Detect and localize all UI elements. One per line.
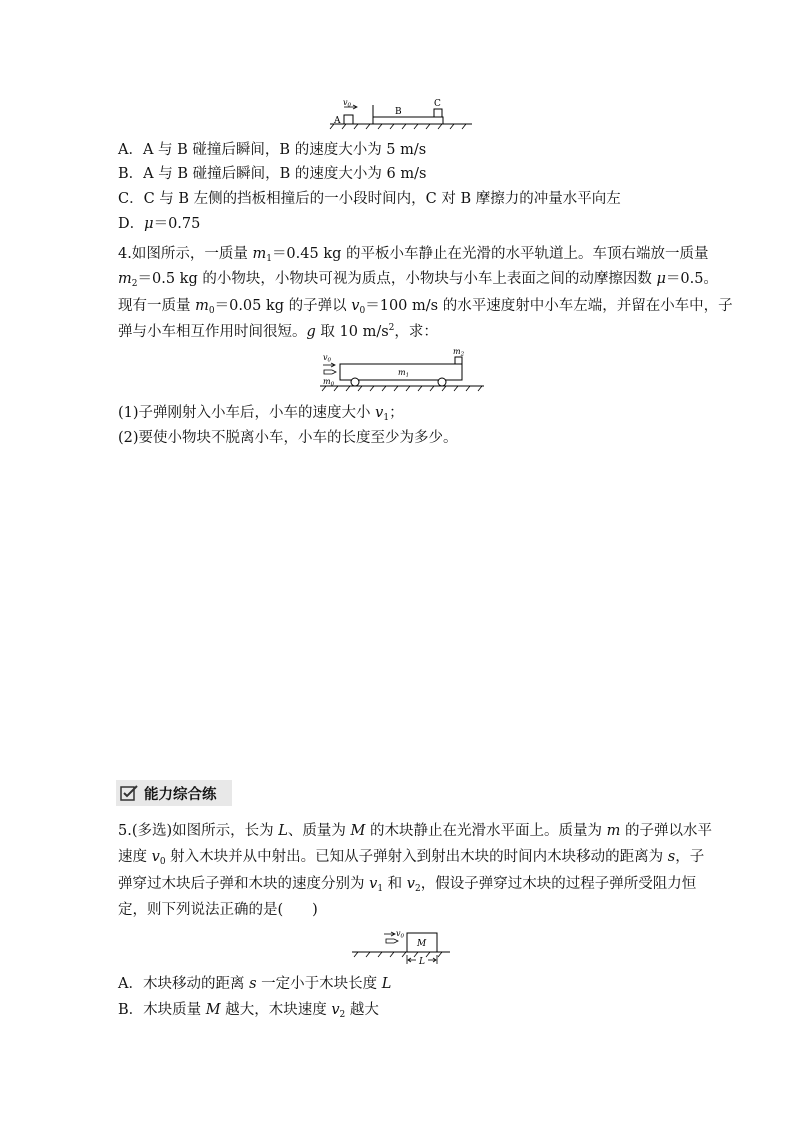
svg-text:m0: m0: [323, 377, 335, 388]
q5-line-1: 5.(多选)如图所示，长为 L、质量为 M 的木块静止在光滑水平面上。质量为 m 的子弹以水平: [118, 823, 712, 839]
svg-text:A: A: [334, 116, 341, 126]
bullet: [324, 370, 336, 374]
checkbox-pen-icon: [120, 784, 140, 806]
figure-bullet-block: [350, 926, 454, 974]
q4-sub-2: (2)要使小物块不脱离小车，小车的长度至少为多少。: [118, 430, 458, 446]
q4-line-3: 现有一质量 $m_0=0.05$ kg 的子弹以 $v_0=100$ m/s 的水平速度射中小车左端，并留在小车中，子: [118, 298, 733, 316]
svg-text:v0: v0: [396, 929, 405, 940]
svg-text:L: L: [419, 957, 425, 967]
svg-text:v0: v0: [323, 353, 332, 364]
svg-text:m2: m2: [453, 347, 465, 358]
svg-text:v0: v0: [343, 98, 352, 109]
figure-abc-blocks: [326, 94, 476, 134]
q5-option-b: B．木块质量 M 越大，木块速度 $v_2$ 越大: [118, 1002, 379, 1020]
q5-line-2: 速度 $v_0$ 射入木块并从中射出。已知从子弹射入到射出木块的时间内木块移动的距离为 s，子: [118, 849, 705, 867]
block-a: [344, 115, 353, 124]
svg-text:C: C: [434, 99, 441, 109]
block-m2: [455, 357, 462, 364]
q4-line-1: 4.如图所示，一质量 $m_1=0.45$ kg 的平板小车静止在光滑的水平轨道上。车顶右端放一质量: [118, 246, 709, 264]
q5-option-a: A．木块移动的距离 s 一定小于木块长度 L: [118, 976, 392, 992]
bullet: [386, 939, 398, 943]
section-title: 能力综合练: [144, 787, 217, 803]
q3-option-b: B．A 与 B 碰撞后瞬间，B 的速度大小为 6 m/s: [118, 166, 427, 182]
q5-line-3: 弹穿过木块后子弹和木块的速度分别为 $v_1$ 和 $v_2$，假设子弹穿过木块的过程子弹所受阻力恒: [118, 876, 697, 894]
q3-option-c: C．C 与 B 左侧的挡板相撞后的一小段时间内，C 对 B 摩擦力的冲量水平向左: [118, 191, 621, 207]
block-c: [434, 109, 442, 117]
cart-wheel-right: [438, 378, 446, 386]
q4-line-4: 弹与小车相互作用时间很短。g 取 10 $m/s^2$，求：: [118, 323, 438, 340]
cart-wheel-left: [351, 378, 359, 386]
q4-sub-1: (1)子弹刚射入小车后，小车的速度大小 $v_1$；: [118, 405, 404, 423]
svg-text:B: B: [395, 107, 402, 117]
q3-option-d: D．μ＝0.75: [118, 216, 201, 232]
section-header: [116, 780, 232, 806]
q3-option-a: A．A 与 B 碰撞后瞬间，B 的速度大小为 5 m/s: [118, 142, 427, 158]
svg-text:M: M: [417, 939, 427, 949]
q4-line-2: $m_2=0.5$ kg 的小物块，小物块可视为质点，小物块与小车上表面之间的动摩擦因数 μ＝0.5。: [118, 271, 718, 289]
svg-text:m1: m1: [398, 368, 410, 379]
plank-b: [373, 117, 443, 124]
figure-bullet-cart: [318, 344, 488, 398]
q5-line-4: 定，则下列说法正确的是( ): [118, 902, 318, 918]
